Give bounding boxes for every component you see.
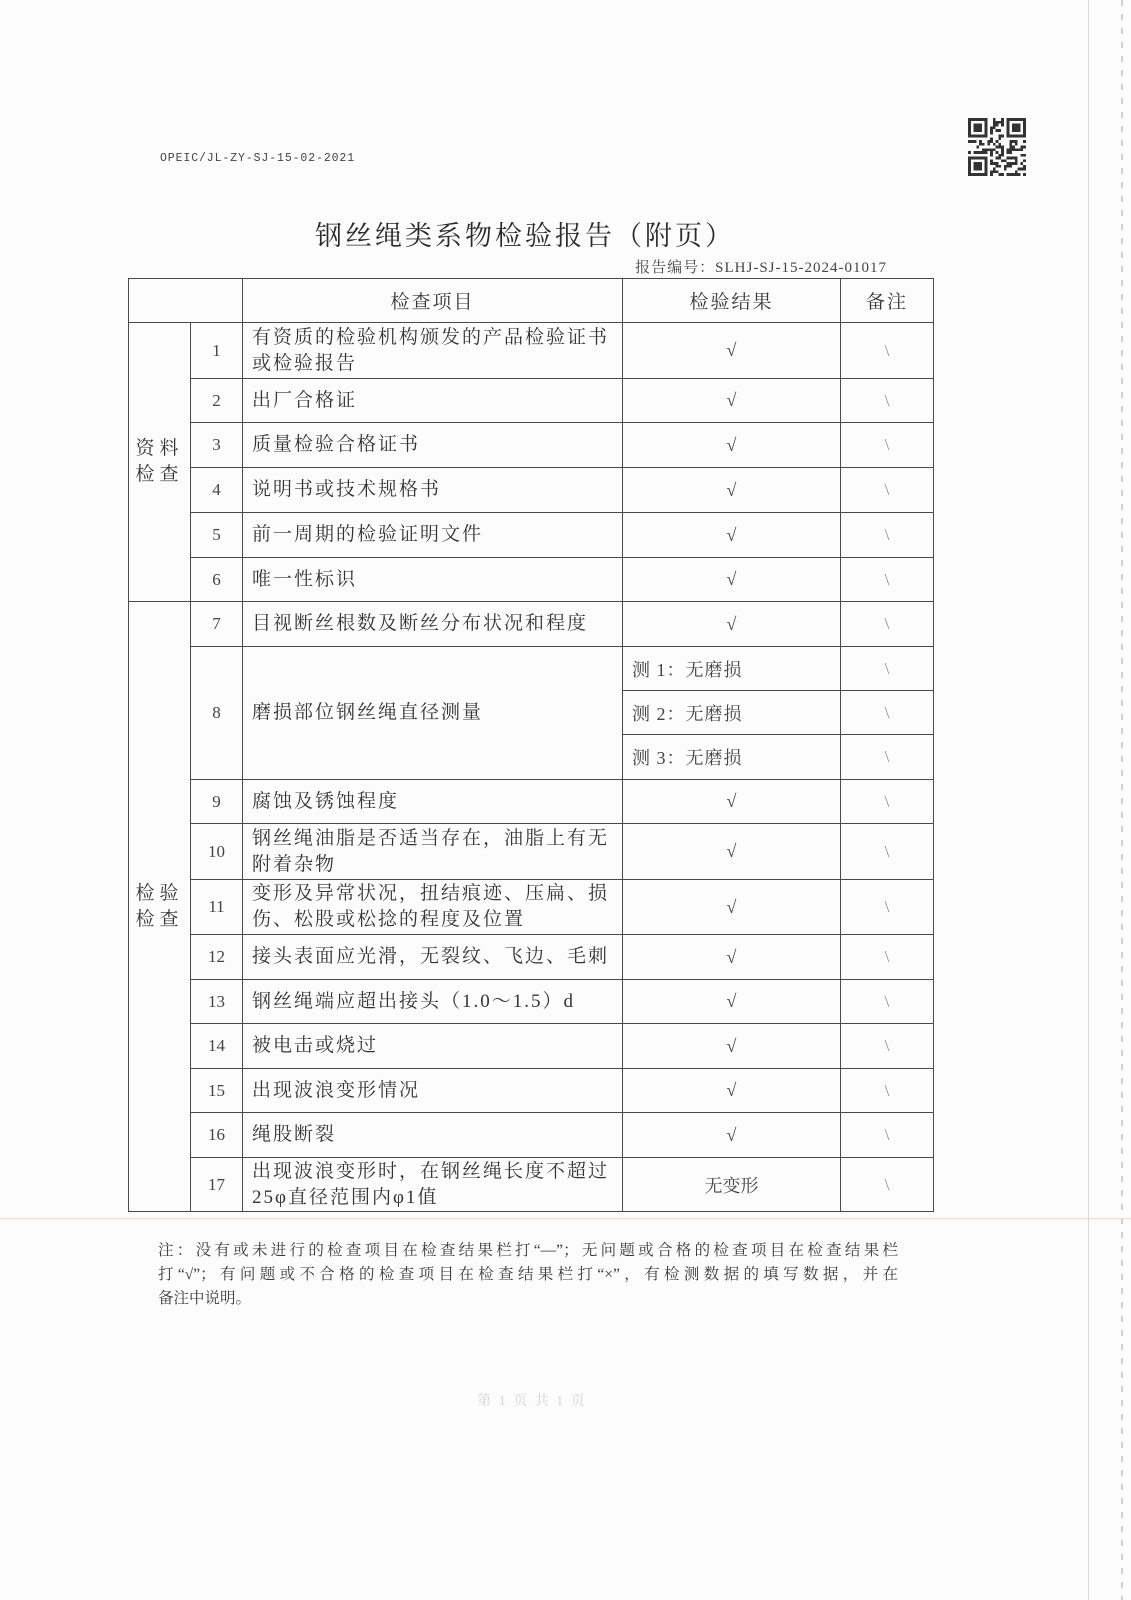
inspection-item-line: 磨损部位钢丝绳直径测量	[252, 702, 484, 723]
inspection-result: √	[623, 558, 841, 602]
inspection-result: 无变形	[623, 1158, 841, 1212]
inspection-item	[243, 824, 623, 880]
inspection-item-line: 目视断丝根数及断丝分布状况和程度	[252, 613, 589, 634]
inspection-item	[243, 513, 623, 558]
inspection-item-line: 被电击或烧过	[252, 1035, 379, 1056]
scan-artifact-edge	[1121, 0, 1123, 1600]
inspection-result: √	[623, 602, 841, 647]
category-label-line: 检验	[135, 882, 184, 904]
scan-artifact-horizontal-line	[0, 1218, 1131, 1219]
remark: \	[841, 423, 934, 468]
table-row	[129, 379, 934, 423]
table-row	[129, 558, 934, 602]
row-number: 7	[191, 602, 243, 647]
row-number: 16	[191, 1113, 243, 1158]
inspection-item	[243, 423, 623, 468]
qr-code-icon	[968, 118, 1026, 176]
row-number: 1	[191, 323, 243, 379]
inspection-item	[243, 558, 623, 602]
report-number: 报告编号：SLHJ-SJ-15-2024-01017	[635, 260, 887, 276]
remark: \	[841, 468, 934, 513]
remark: \	[841, 691, 934, 735]
page-title: 钢丝绳类系物检验报告（附页）	[315, 221, 735, 251]
remark: \	[841, 558, 934, 602]
inspection-result: 测 2：无磨损	[623, 691, 841, 735]
inspection-item	[243, 880, 623, 935]
inspection-item	[243, 602, 623, 647]
header-blank-cell	[129, 279, 243, 323]
inspection-item-line: 有资质的检验机构颁发的产品检验证书	[252, 326, 610, 348]
row-number: 5	[191, 513, 243, 558]
table-header-row	[129, 279, 934, 323]
inspection-item-line: 25φ直径范围内φ1值	[252, 1186, 439, 1208]
table-row	[129, 824, 934, 880]
table-row	[129, 935, 934, 980]
row-number: 12	[191, 935, 243, 980]
inspection-result: 测 3：无磨损	[623, 735, 841, 780]
row-number: 10	[191, 824, 243, 880]
remark: \	[841, 379, 934, 423]
inspection-result: √	[623, 780, 841, 824]
inspection-item-line: 说明书或技术规格书	[252, 479, 442, 500]
remark: \	[841, 980, 934, 1024]
inspection-item-line: 出厂合格证	[252, 389, 358, 411]
inspection-item-line: 质量检验合格证书	[252, 434, 421, 455]
inspection-result: √	[623, 513, 841, 558]
table-row	[129, 647, 934, 691]
inspection-table	[128, 278, 934, 1212]
inspection-item-line: 接头表面应光滑，无裂纹、飞边、毛刺	[252, 946, 610, 967]
row-number: 15	[191, 1069, 243, 1113]
remark: \	[841, 735, 934, 780]
table-row	[129, 1158, 934, 1212]
inspection-result: √	[623, 423, 841, 468]
inspection-item-line: 出现波浪变形情况	[252, 1079, 421, 1101]
row-number: 9	[191, 780, 243, 824]
remark: \	[841, 602, 934, 647]
scan-artifact-vertical-line	[1088, 0, 1089, 1600]
row-number: 6	[191, 558, 243, 602]
inspection-item	[243, 1113, 623, 1158]
table-row	[129, 980, 934, 1024]
inspection-item-line: 腐蚀及锈蚀程度	[252, 790, 400, 812]
inspection-result: √	[623, 1113, 841, 1158]
row-number: 8	[191, 647, 243, 780]
inspection-item	[243, 1158, 623, 1212]
inspection-item-line: 钢丝绳油脂是否适当存在，油脂上有无	[252, 827, 610, 849]
row-number: 11	[191, 880, 243, 935]
footnote	[158, 1239, 898, 1311]
remark: \	[841, 780, 934, 824]
inspection-item	[243, 468, 623, 513]
category-label-line: 检查	[135, 464, 184, 485]
row-number: 17	[191, 1158, 243, 1212]
inspection-result: 测 1：无磨损	[623, 647, 841, 691]
table-row	[129, 323, 934, 379]
category-label-line: 检查	[135, 908, 184, 930]
inspection-result: √	[623, 980, 841, 1024]
inspection-item	[243, 323, 623, 379]
document-code: OPEIC/JL-ZY-SJ-15-02-2021	[160, 152, 356, 165]
remark: \	[841, 880, 934, 935]
table-row	[129, 602, 934, 647]
remark: \	[841, 513, 934, 558]
row-number: 4	[191, 468, 243, 513]
header-result: 检验结果	[623, 279, 841, 323]
inspection-item-line: 前一周期的检验证明文件	[252, 524, 484, 545]
inspection-result: √	[623, 379, 841, 423]
inspection-result: √	[623, 1069, 841, 1113]
inspection-result: √	[623, 1024, 841, 1069]
remark: \	[841, 1024, 934, 1069]
inspection-result: √	[623, 935, 841, 980]
header-note: 备注	[841, 279, 934, 323]
remark: \	[841, 1069, 934, 1113]
inspection-item	[243, 980, 623, 1024]
inspection-item	[243, 379, 623, 423]
table-row	[129, 880, 934, 935]
footnote-line: 打“√”；有问题或不合格的检查项目在检查结果栏打“×”，有检测数据的填写数据，并在	[158, 1266, 898, 1283]
remark: \	[841, 647, 934, 691]
table-row	[129, 780, 934, 824]
header-item: 检查项目	[243, 279, 623, 323]
inspection-item	[243, 647, 623, 780]
page-number: 第 1 页 共 1 页	[477, 1394, 587, 1409]
footnote-line: 备注中说明。	[158, 1290, 252, 1307]
table-row	[129, 513, 934, 558]
remark: \	[841, 935, 934, 980]
inspection-result: √	[623, 824, 841, 880]
category-label-line: 资料	[135, 438, 184, 459]
remark: \	[841, 1113, 934, 1158]
inspection-item	[243, 780, 623, 824]
category-cell	[129, 602, 191, 1212]
inspection-result: √	[623, 880, 841, 935]
inspection-result: √	[623, 323, 841, 379]
inspection-item-line: 出现波浪变形时，在钢丝绳长度不超过	[252, 1160, 610, 1182]
inspection-item-line: 绳股断裂	[252, 1124, 337, 1145]
table-row	[129, 1113, 934, 1158]
remark: \	[841, 323, 934, 379]
table-body	[129, 323, 934, 1212]
table-row	[129, 468, 934, 513]
row-number: 14	[191, 1024, 243, 1069]
inspection-item	[243, 1069, 623, 1113]
inspection-item-line: 钢丝绳端应超出接头（1.0～1.5）d	[252, 990, 576, 1012]
table-row	[129, 423, 934, 468]
inspection-item	[243, 1024, 623, 1069]
table-row	[129, 1024, 934, 1069]
inspection-result: √	[623, 468, 841, 513]
inspection-item-line: 伤、松股或松捻的程度及位置	[252, 909, 526, 930]
inspection-item-line: 或检验报告	[252, 352, 358, 374]
remark: \	[841, 824, 934, 880]
row-number: 2	[191, 379, 243, 423]
row-number: 13	[191, 980, 243, 1024]
category-cell	[129, 323, 191, 602]
inspection-item-line: 附着杂物	[252, 853, 337, 875]
inspection-item-line: 唯一性标识	[252, 568, 358, 590]
row-number: 3	[191, 423, 243, 468]
remark: \	[841, 1158, 934, 1212]
footnote-line: 注：没有或未进行的检查项目在检查结果栏打“—”；无问题或合格的检查项目在检查结果栏	[158, 1242, 898, 1259]
inspection-item	[243, 935, 623, 980]
table-row	[129, 1069, 934, 1113]
inspection-item-line: 变形及异常状况，扭结痕迹、压扁、损	[252, 883, 610, 904]
